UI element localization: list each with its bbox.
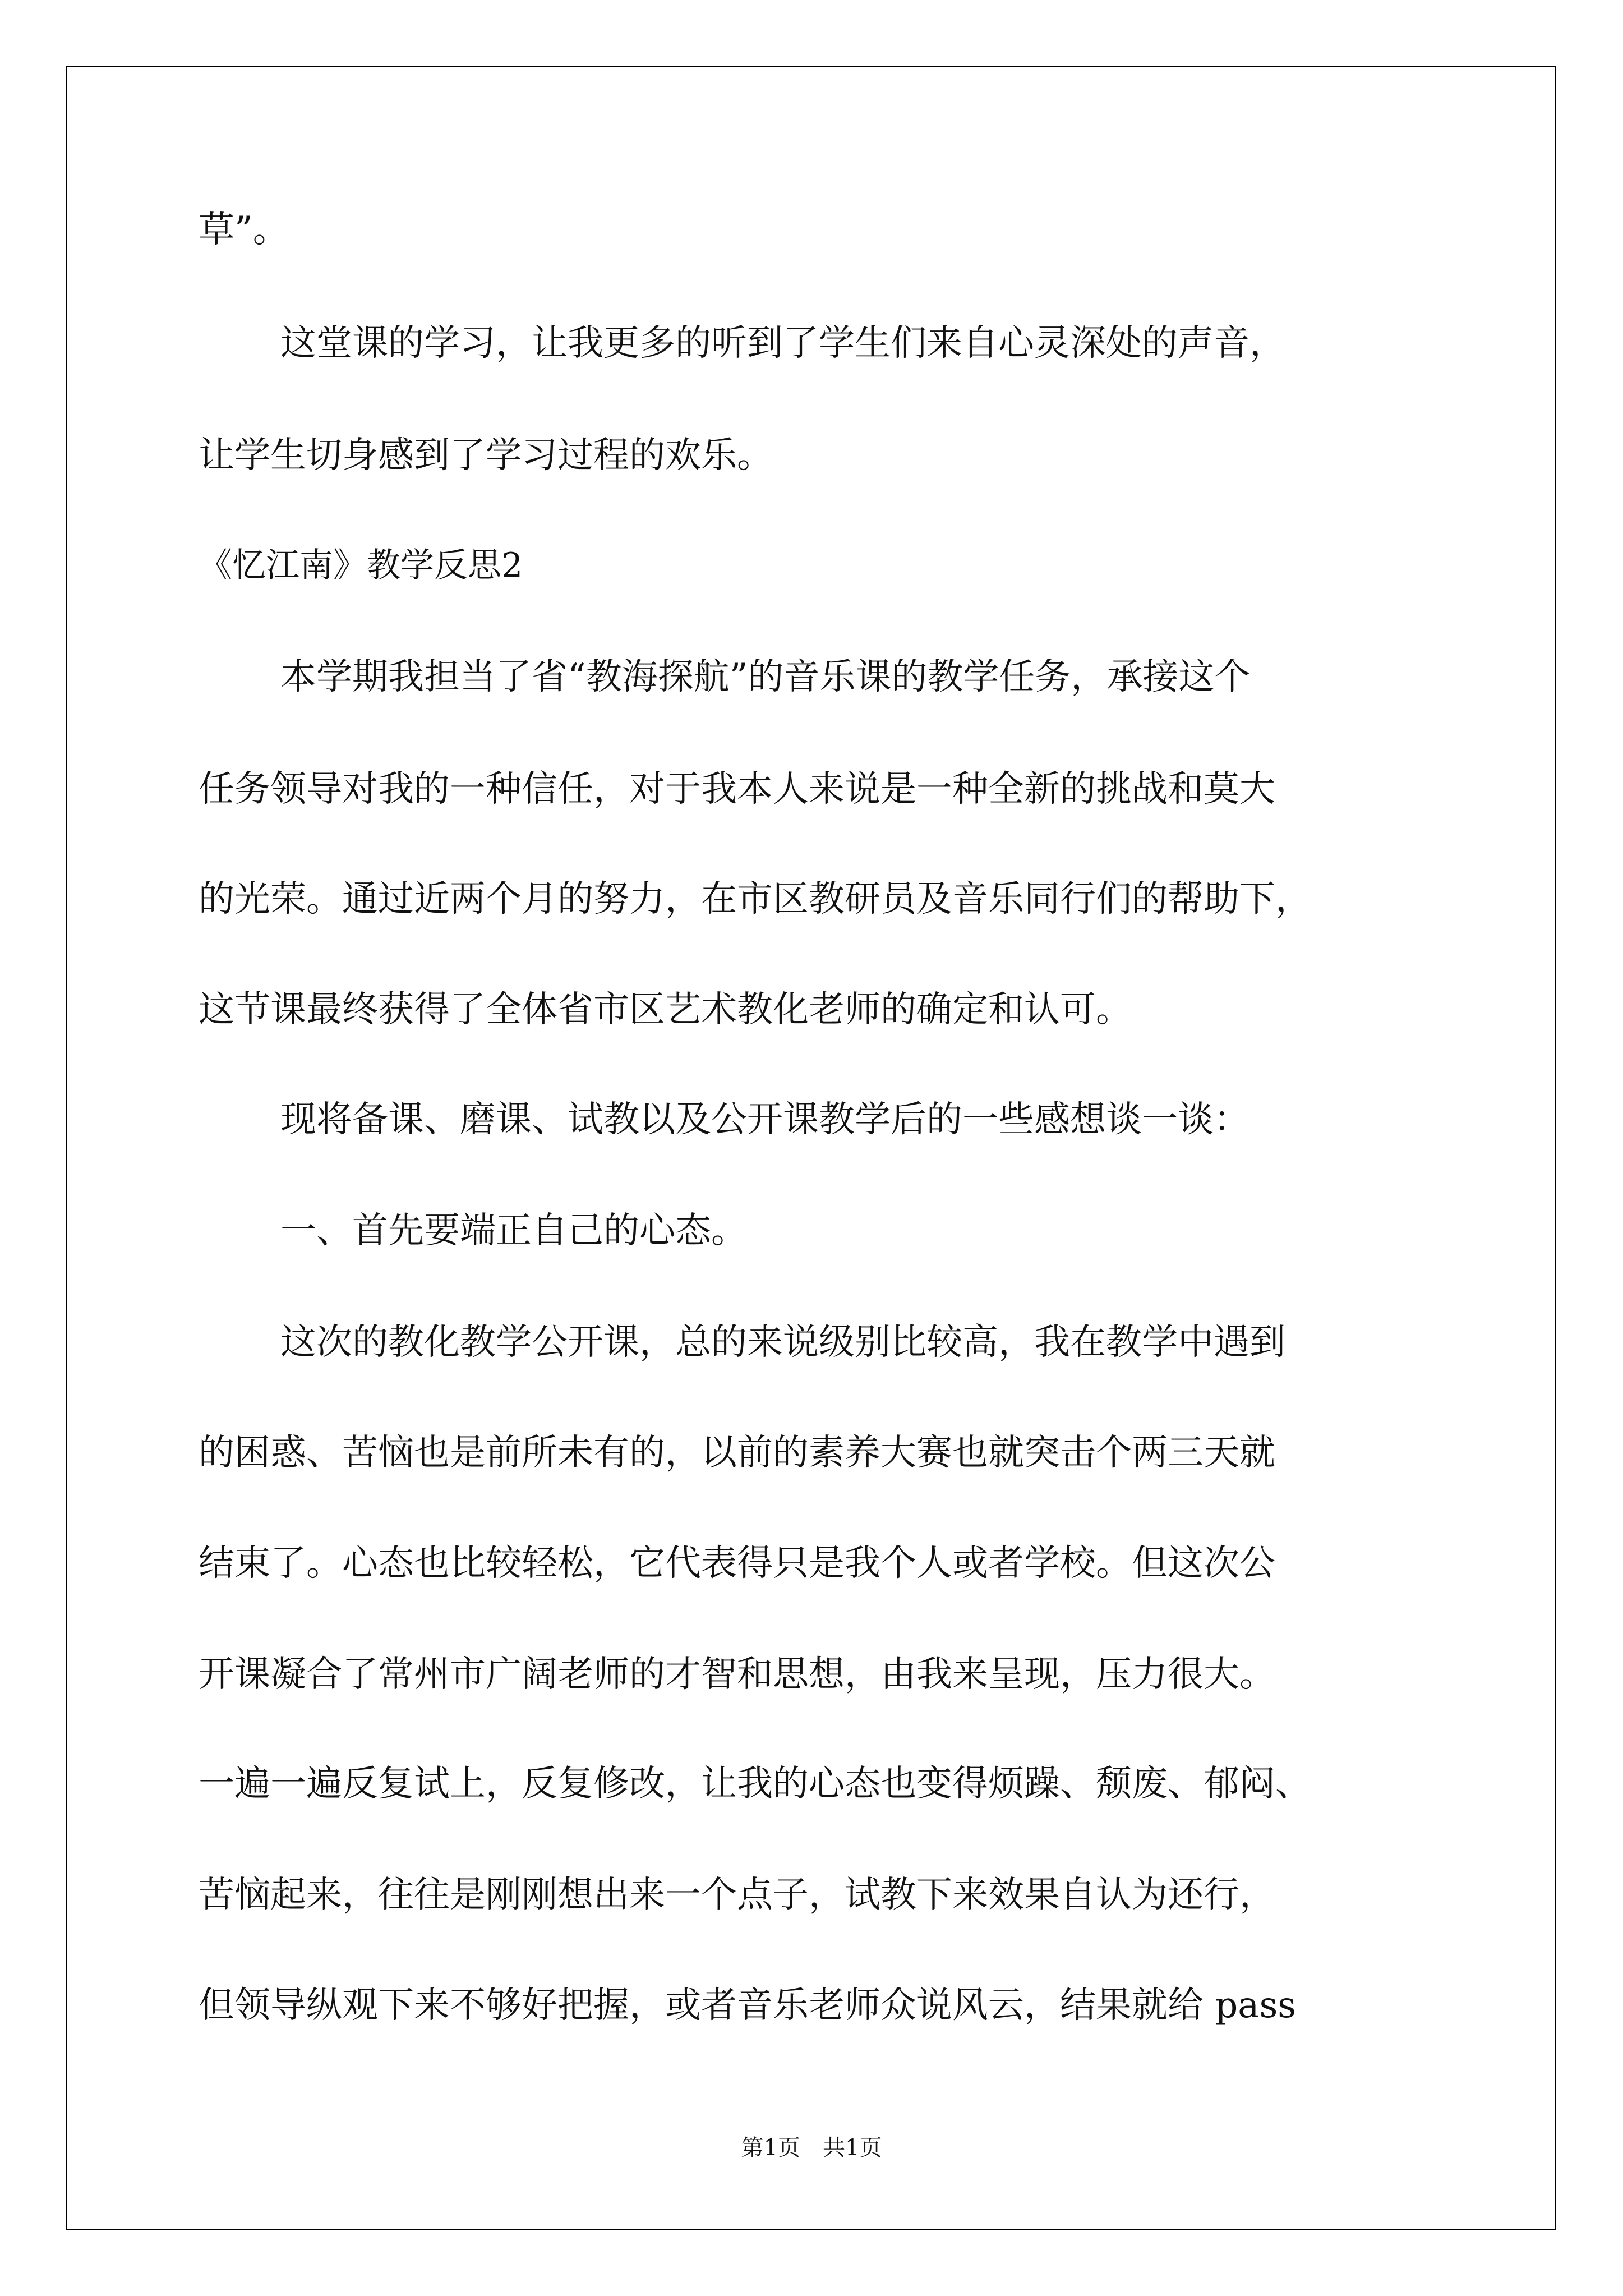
list-item-heading: 一、首先要端正自己的心态。 [280, 1210, 747, 1251]
paragraph-line: 现将备课、磨课、试教以及公开课教学后的一些感想谈一谈： [280, 1099, 1249, 1140]
paragraph-line: 本学期我担当了省“教海探航”的音乐课的教学任务，承接这个 [280, 656, 1251, 698]
text-line: 开课凝合了常州市广阔老师的才智和思想，由我来呈现，压力很大。 [199, 1654, 1275, 1695]
paragraph-line: 这堂课的学习，让我更多的听到了学生们来自心灵深处的声音， [280, 323, 1285, 364]
text-line: 这节课最终获得了全体省市区艺术教化老师的确定和认可。 [199, 989, 1132, 1030]
paragraph-line: 这次的教化教学公开课，总的来说级别比较高，我在教学中遇到 [280, 1322, 1285, 1363]
page-footer: 第1页 共1页 [741, 2135, 882, 2161]
text-line: 的光荣。通过近两个月的努力，在市区教研员及音乐同行们的帮助下， [199, 878, 1311, 920]
text-line: 草”。 [199, 209, 289, 251]
text-line: 结束了。心态也比较轻松，它代表得只是我个人或者学校。但这次公 [199, 1543, 1275, 1584]
section-heading: 《忆江南》教学反思2 [199, 546, 523, 585]
text-line: 任务领导对我的一种信任，对于我本人来说是一种全新的挑战和莫大 [199, 769, 1275, 810]
text-line: 但领导纵观下来不够好把握，或者音乐老师众说风云，结果就给 pass [199, 1985, 1297, 2026]
text-line: 苦恼起来，往往是刚刚想出来一个点子，试教下来效果自认为还行， [199, 1874, 1275, 1916]
text-line: 一遍一遍反复试上，反复修改，让我的心态也变得烦躁、颓废、郁闷、 [199, 1763, 1311, 1805]
text-line: 的困惑、苦恼也是前所未有的，以前的素养大赛也就突击个两三天就 [199, 1432, 1275, 1474]
text-line: 让学生切身感到了学习过程的欢乐。 [199, 435, 773, 476]
